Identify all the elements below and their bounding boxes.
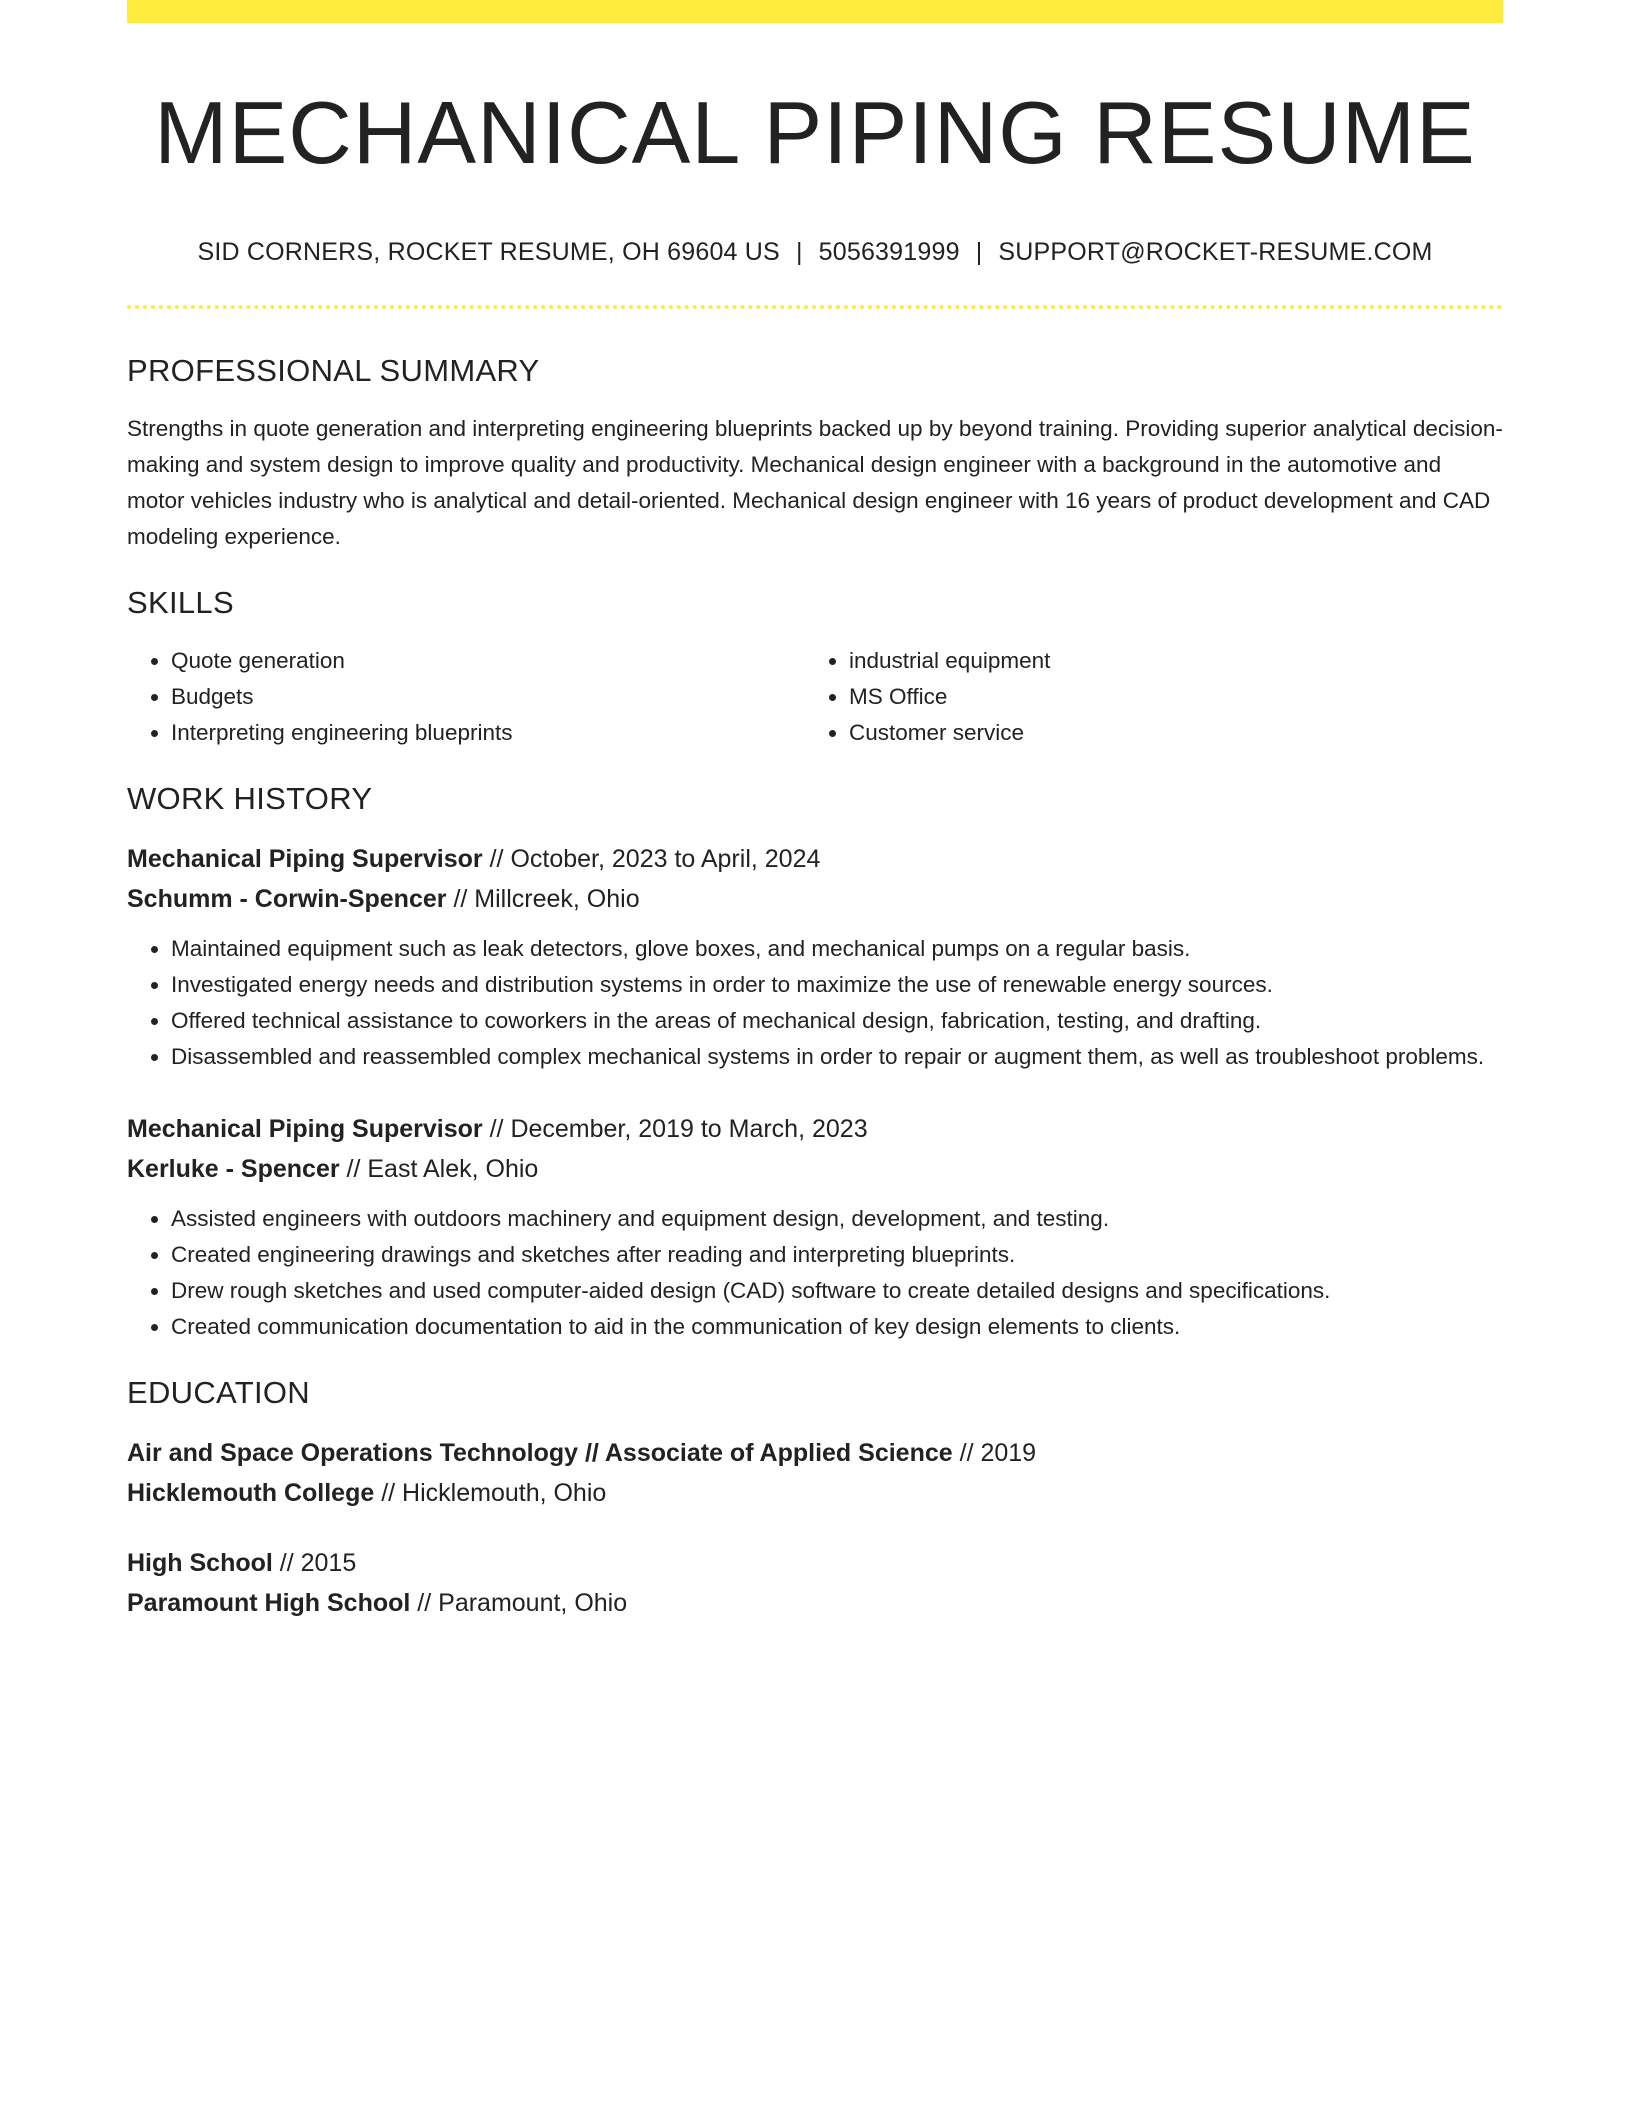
edu-year: // 2019 [952,1438,1037,1467]
job-title: Mechanical Piping Supervisor [127,844,483,873]
contact-line [127,238,1503,267]
skills-column-right [805,643,1483,751]
skills-list [127,643,1503,751]
job-company-line [127,879,1503,919]
job-bullet: • Offered technical assistance to coworkers in the areas of mechanical design, fabrication, testing, and drafting. [171,1003,1503,1039]
edu-location: // Hicklemouth, Ohio [374,1478,607,1507]
edu-location: // Paramount, Ohio [410,1588,628,1617]
job-dates: // October, 2023 to April, 2024 [482,844,821,873]
job-bullet: • Disassembled and reassembled complex mechanical systems in order to repair or augment them, as well as troubleshoot problems. [171,1039,1503,1075]
job-company-line [127,1149,1503,1189]
contact-separator: | [795,237,803,266]
contact-address: SID CORNERS, ROCKET RESUME, OH 69604 US [197,237,780,266]
education-entry [127,1543,1503,1623]
job-bullet: • Created communication documentation to aid in the communication of key design elements to clients. [171,1309,1503,1345]
skills-heading: SKILLS [127,584,234,620]
summary-text: Strengths in quote generation and interpreting engineering blueprints backed up by beyond training. Providing superior analytical decision-making and system design to improve quality and productivity. Mechanical design engineer with a background in the automotive and motor vehicles industry who is analytical and detail-oriented. Mechanical design engineer with 16 years of product development and CAD modeling experience. [127,415,1503,549]
contact-separator: | [975,237,983,266]
resume-title: MECHANICAL PIPING RESUME [154,83,1476,182]
edu-degree-line [127,1433,1503,1473]
top-accent-bar [127,0,1503,23]
job-bullets [127,931,1503,1075]
job-bullet: • Assisted engineers with outdoors machinery and equipment design, development, and testing. [171,1201,1503,1237]
job-entry [127,1109,1503,1345]
resume-page [127,0,1503,1623]
job-location: // Millcreek, Ohio [446,884,640,913]
job-bullet: • Drew rough sketches and used computer-aided design (CAD) software to create detailed designs and specifications. [171,1273,1503,1309]
job-title-line [127,839,1503,879]
job-bullet: • Maintained equipment such as leak detectors, glove boxes, and mechanical pumps on a regular basis. [171,931,1503,967]
skill-item: • MS Office [849,679,1483,715]
job-company: Kerluke - Spencer [127,1154,340,1183]
contact-email: SUPPORT@ROCKET-RESUME.COM [998,237,1433,266]
job-entry [127,839,1503,1075]
skill-item: • Customer service [849,715,1483,751]
edu-school-line [127,1583,1503,1623]
edu-degree-line [127,1543,1503,1583]
job-location: // East Alek, Ohio [339,1154,539,1183]
dotted-divider [127,305,1503,309]
skill-item: • industrial equipment [849,643,1483,679]
skill-item: • Budgets [171,679,805,715]
edu-degree: High School [127,1548,273,1577]
summary-heading: PROFESSIONAL SUMMARY [127,352,540,388]
skills-column-left [127,643,805,751]
job-bullets [127,1201,1503,1345]
job-title: Mechanical Piping Supervisor [127,1114,483,1143]
edu-degree: Air and Space Operations Technology // Associate of Applied Science [127,1438,953,1467]
edu-year: // 2015 [272,1548,357,1577]
job-dates: // December, 2019 to March, 2023 [482,1114,868,1143]
job-company: Schumm - Corwin-Spencer [127,884,447,913]
education-heading: EDUCATION [127,1374,310,1410]
job-title-line [127,1109,1503,1149]
edu-school: Paramount High School [127,1588,411,1617]
work-history-heading: WORK HISTORY [127,780,373,816]
job-bullet: • Created engineering drawings and sketches after reading and interpreting blueprints. [171,1237,1503,1273]
skill-item: • Quote generation [171,643,805,679]
edu-school-line [127,1473,1503,1513]
skill-item: • Interpreting engineering blueprints [171,715,805,751]
contact-phone: 5056391999 [818,237,960,266]
edu-school: Hicklemouth College [127,1478,375,1507]
education-entry [127,1433,1503,1513]
job-bullet: • Investigated energy needs and distribution systems in order to maximize the use of renewable energy sources. [171,967,1503,1003]
